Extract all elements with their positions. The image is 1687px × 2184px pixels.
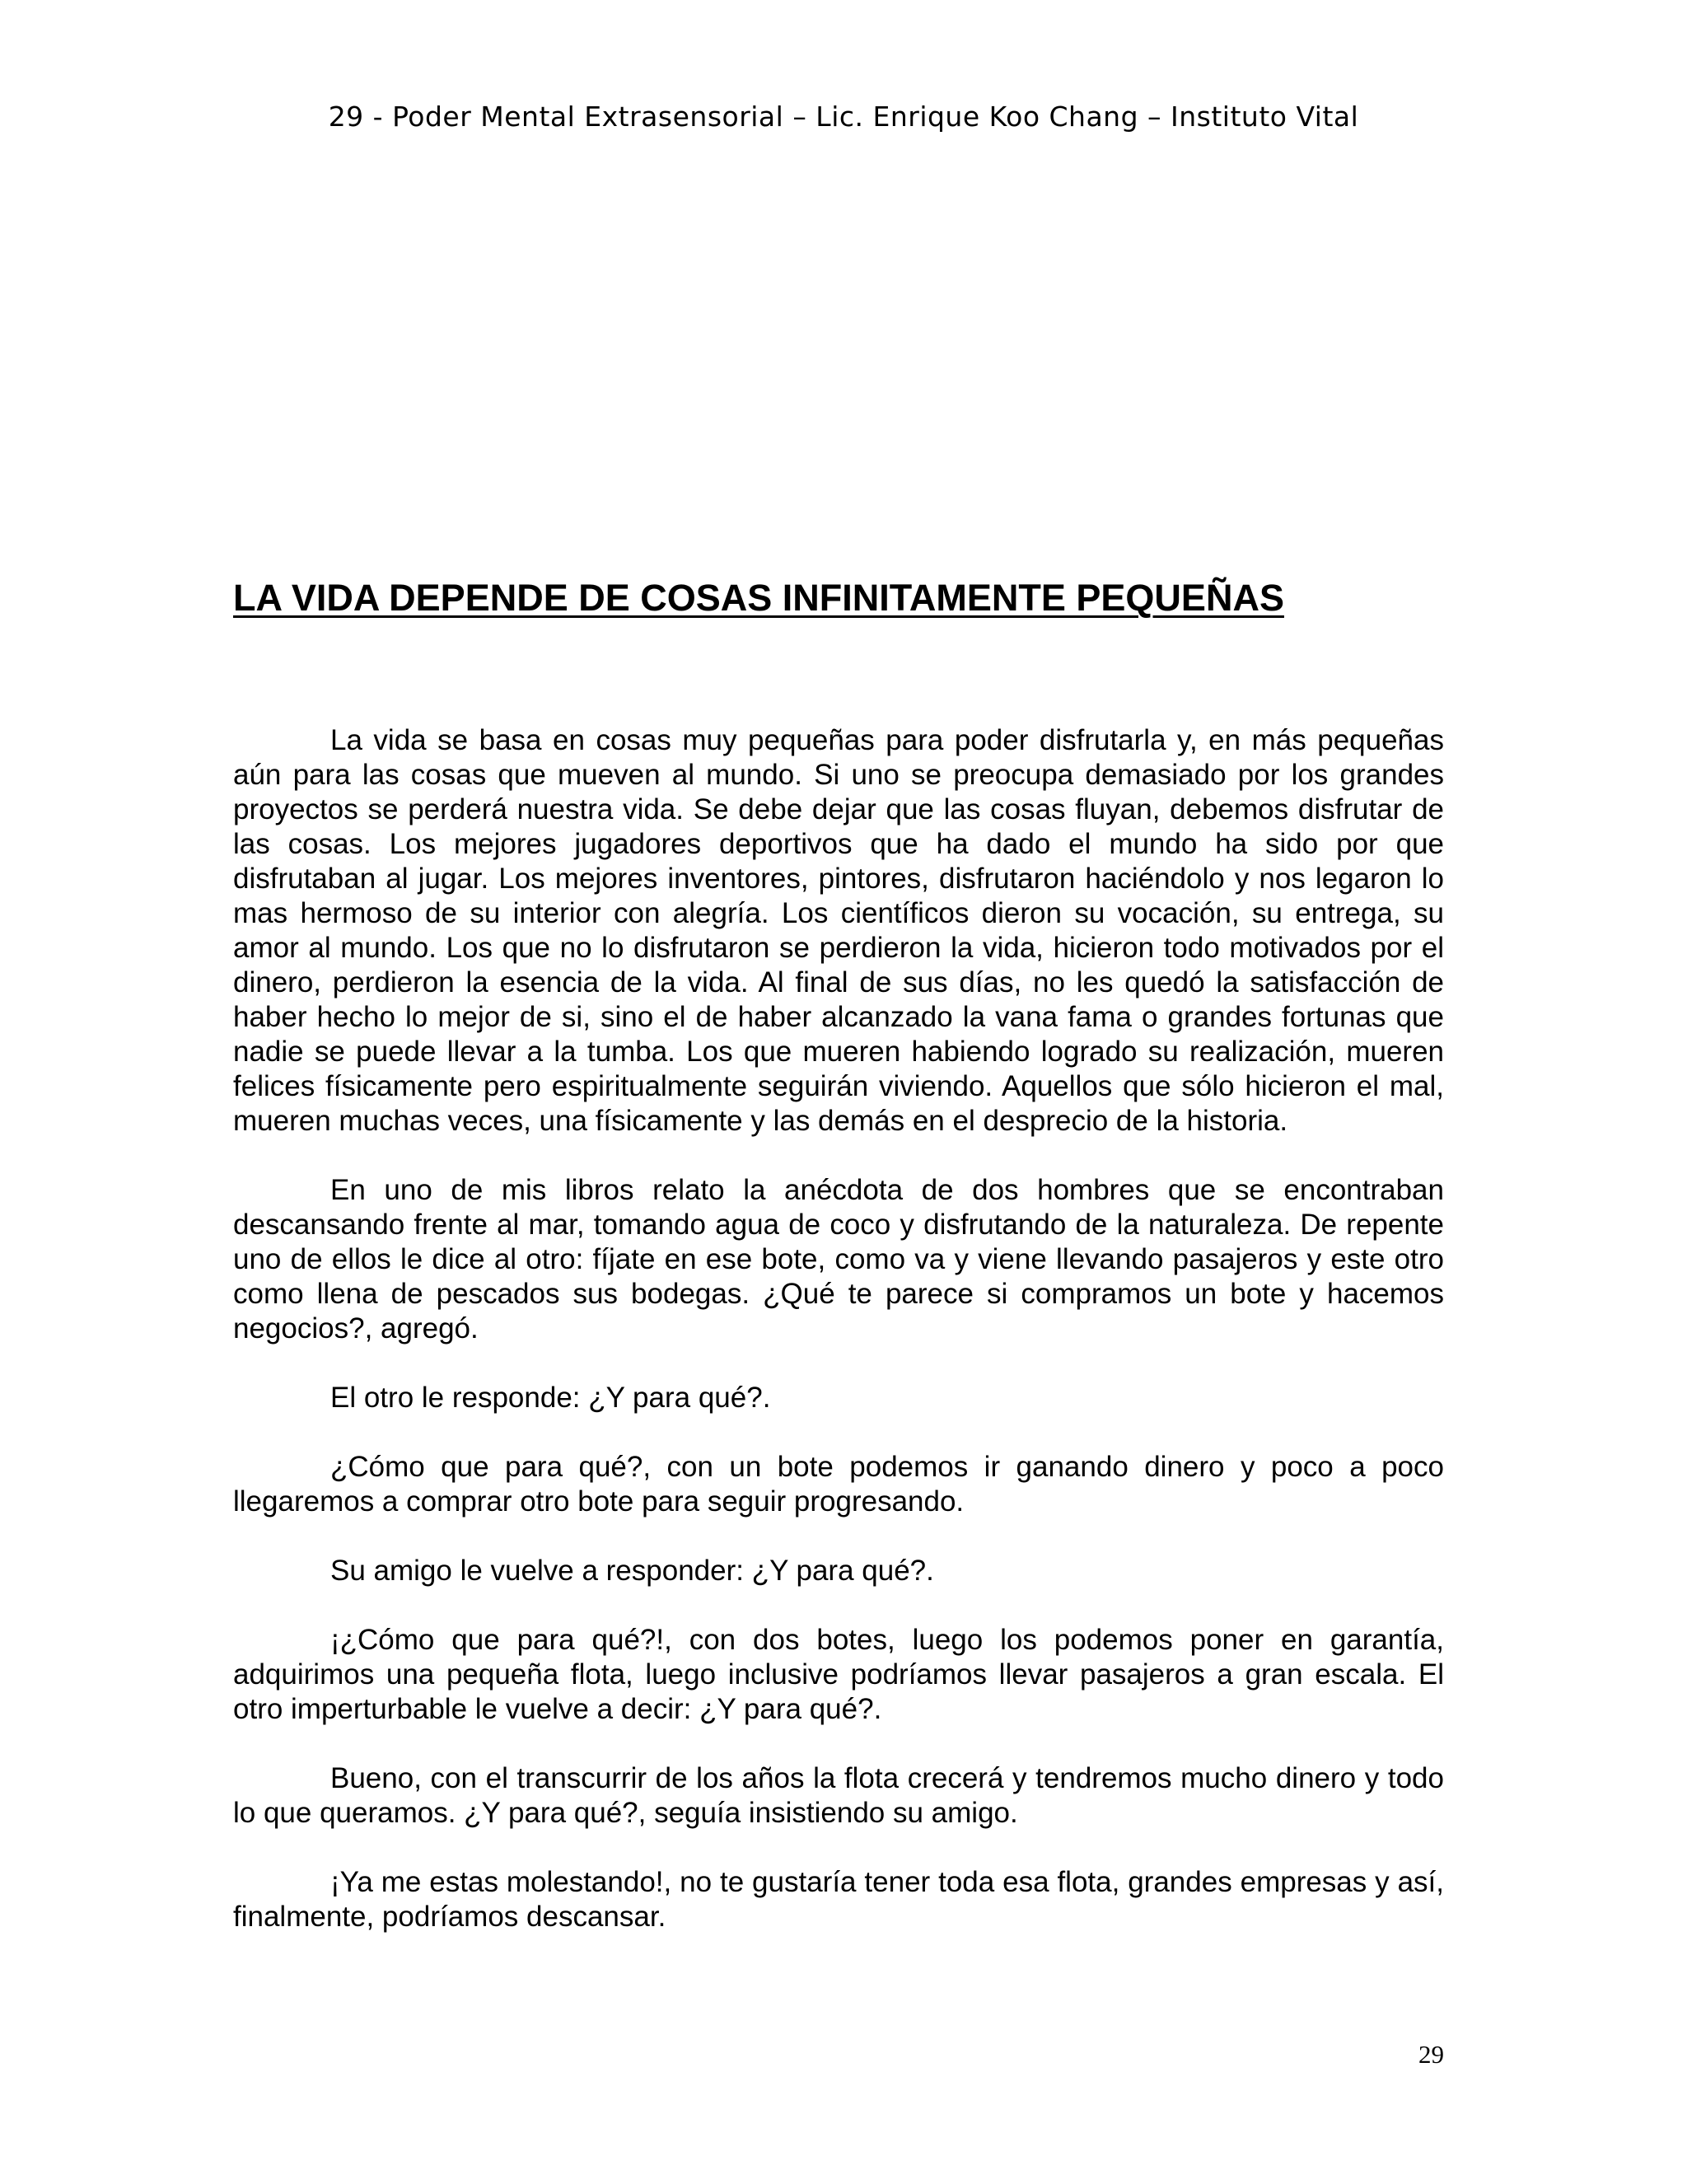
paragraph: El otro le responde: ¿Y para qué?.: [330, 1382, 771, 1414]
paragraph: ¿Cómo que para qué?, con un bote podemos ir ganando dinero y poco a poco llegaremos a comprar otro bote para seguir progresando.: [233, 1451, 1444, 1518]
paragraph: En uno de mis libros relato la anécdota de dos hombres que se encontraban descansando frente al mar, tomando agua de coco y disfrutando de la naturaleza. De repente uno de ellos le dice al otro: fíjate en ese bote, como va y viene llevando pasajeros y este otro como llena de pescados sus bodegas. ¿Qué te parece si compramos un bote y hacemos negocios?, agregó.: [233, 1174, 1444, 1345]
paragraph: ¡Ya me estas molestando!, no te gustaría tener toda esa flota, grandes empresas y así, finalmente, podríamos descansar.: [233, 1866, 1444, 1933]
paragraph: La vida se basa en cosas muy pequeñas para poder disfrutarla y, en más pequeñas aún para las cosas que mueven al mundo. Si uno se preocupa demasiado por los grandes proyectos se perderá nuestra vida. Se debe dejar que las cosas fluyan, debemos disfrutar de las cosas. Los mejores jugadores deportivos que ha dado el mundo ha sido por que disfrutaban al jugar. Los mejores inventores, pintores, disfrutaron haciéndolo y nos legaron lo mas hermoso de su interior con alegría. Los científicos dieron su vocación, su entrega, su amor al mundo. Los que no lo disfrutaron se perdieron la vida, hicieron todo motivados por el dinero, perdieron la esencia de la vida. Al final de sus días, no les quedó la satisfacción de haber hecho lo mejor de si, sino el de haber alcanzado la vana fama o grandes fortunas que nadie se puede llevar a la tumba. Los que mueren habiendo logrado su realización, mueren felices físicamente pero espiritualmente seguirán viviendo. Aquellos que sólo hicieron el mal, mueren muchas veces, una físicamente y las demás en el desprecio de la historia.: [233, 724, 1444, 1137]
body-text: [233, 723, 1444, 1969]
running-header: 29 - Poder Mental Extrasensorial – Lic. Enrique Koo Chang – Instituto Vital: [328, 101, 1359, 133]
paragraph: Su amigo le vuelve a responder: ¿Y para qué?.: [330, 1555, 934, 1587]
chapter-title: LA VIDA DEPENDE DE COSAS INFINITAMENTE PEQUEÑAS: [233, 577, 1284, 619]
paragraph: ¡¿Cómo que para qué?!, con dos botes, luego los podemos poner en garantía, adquirimos una pequeña flota, luego inclusive podríamos llevar pasajeros a gran escala. El otro imperturbable le vuelve a decir: ¿Y para qué?.: [233, 1624, 1444, 1725]
paragraph: Bueno, con el transcurrir de los años la flota crecerá y tendremos mucho dinero y todo lo que queramos. ¿Y para qué?, seguía insistiendo su amigo.: [233, 1762, 1444, 1829]
page-number: 29: [1418, 2040, 1444, 2069]
